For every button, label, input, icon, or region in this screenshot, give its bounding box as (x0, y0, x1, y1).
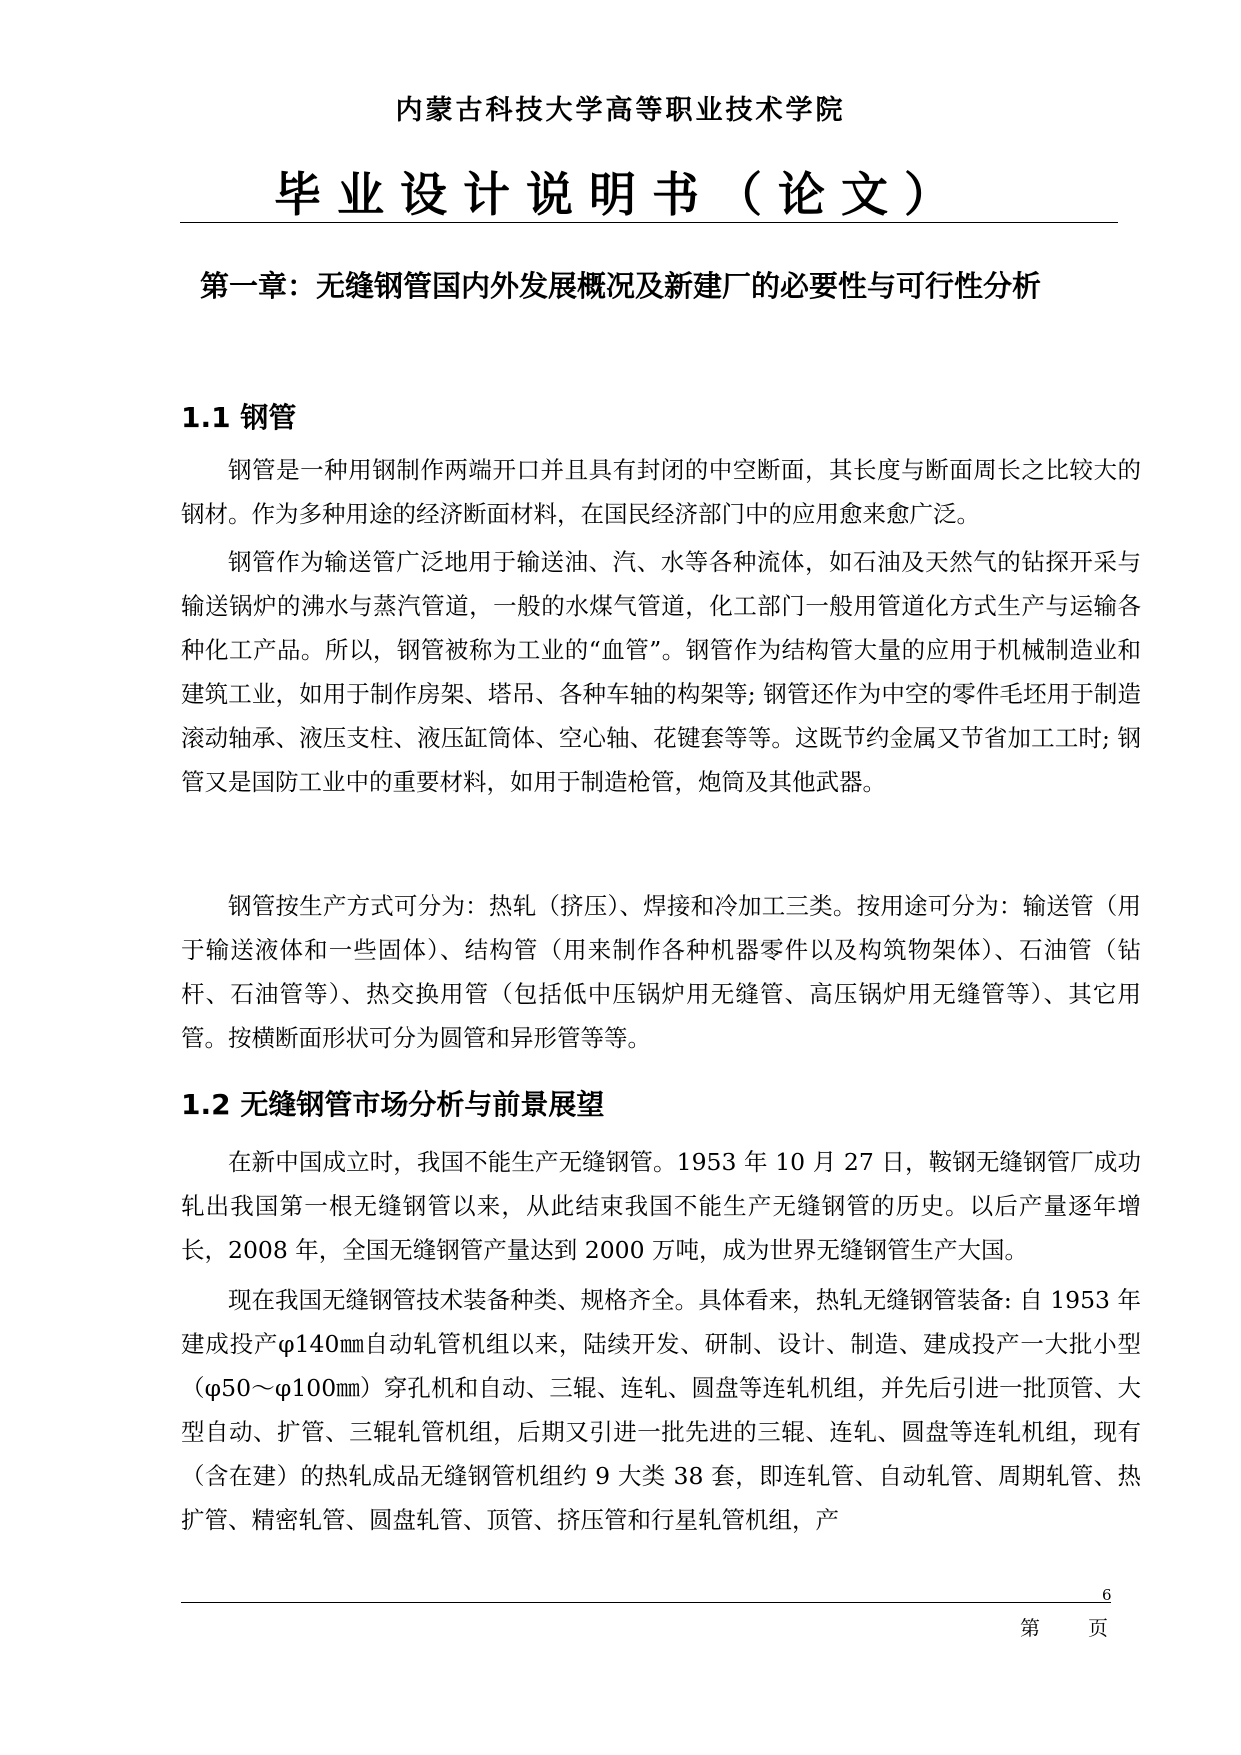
page-number: 6 (1102, 1586, 1112, 1604)
section-title-1-2: 1.2 无缝钢管市场分析与前景展望 (181, 1088, 605, 1121)
footer-divider (181, 1602, 1111, 1603)
school-name: 内蒙古科技大学高等职业技术学院 (395, 95, 846, 126)
document-title: 毕业设计说明书（论文） (274, 168, 967, 223)
paragraph: 现在我国无缝钢管技术装备种类、规格齐全。具体看来，热轧无缝钢管装备: 自 1953 年建成投产φ140㎜自动轧管机组以来，陆续开发、研制、设计、制造、建成投产一大批小型（φ50～φ100㎜）穿孔机和自动、三辊、连轧、圆盘等连轧机组，并先后引进一批顶管、大型自动、扩管、三辊轧管机组，后期又引进一批先进的三辊、连轧、圆盘等连轧机组，现有（含在建）的热轧成品无缝钢管机组约 9 大类 38 套，即连轧管、自动轧管、周期轧管、热扩管、精密轧管、圆盘轧管、顶管、挤压管和行星轧管机组，产 (181, 1286, 1141, 1534)
page-label-suffix: 页 (1088, 1616, 1108, 1640)
chapter-title: 第一章：无缝钢管国内外发展概况及新建厂的必要性与可行性分析 (199, 269, 1041, 303)
header-divider (180, 222, 1118, 223)
paragraph: 钢管是一种用钢制作两端开口并且具有封闭的中空断面，其长度与断面周长之比较大的钢材。作为多种用途的经济断面材料，在国民经济部门中的应用愈来愈广泛。 (181, 456, 1141, 528)
page-label-prefix: 第 (1020, 1616, 1040, 1640)
paragraph: 钢管按生产方式可分为：热轧（挤压）、焊接和冷加工三类。按用途可分为：输送管（用于输送液体和一些固体）、结构管（用来制作各种机器零件以及构筑物架体）、石油管（钻杆、石油管等）、热交换用管（包括低中压锅炉用无缝管、高压锅炉用无缝管等）、其它用管。按横断面形状可分为圆管和异形管等等。 (181, 892, 1141, 1052)
paragraph: 在新中国成立时，我国不能生产无缝钢管。1953 年 10 月 27 日，鞍钢无缝钢管厂成功轧出我国第一根无缝钢管以来，从此结束我国不能生产无缝钢管的历史。以后产量逐年增长，2008 年，全国无缝钢管产量达到 2000 万吨，成为世界无缝钢管生产大国。 (181, 1148, 1141, 1264)
section-title-1-1: 1.1 钢管 (181, 401, 297, 434)
paragraph: 钢管作为输送管广泛地用于输送油、汽、水等各种流体，如石油及天然气的钻探开采与输送锅炉的沸水与蒸汽管道，一般的水煤气管道，化工部门一般用管道化方式生产与运输各种化工产品。所以，钢管被称为工业的“血管”。钢管作为结构管大量的应用于机械制造业和建筑工业，如用于制作房架、塔吊、各种车轴的构架等; 钢管还作为中空的零件毛坯用于制造滚动轴承、液压支柱、液压缸筒体、空心轴、花键套等等。这既节约金属又节省加工工时; 钢管又是国防工业中的重要材料，如用于制造枪管，炮筒及其他武器。 (181, 548, 1141, 796)
